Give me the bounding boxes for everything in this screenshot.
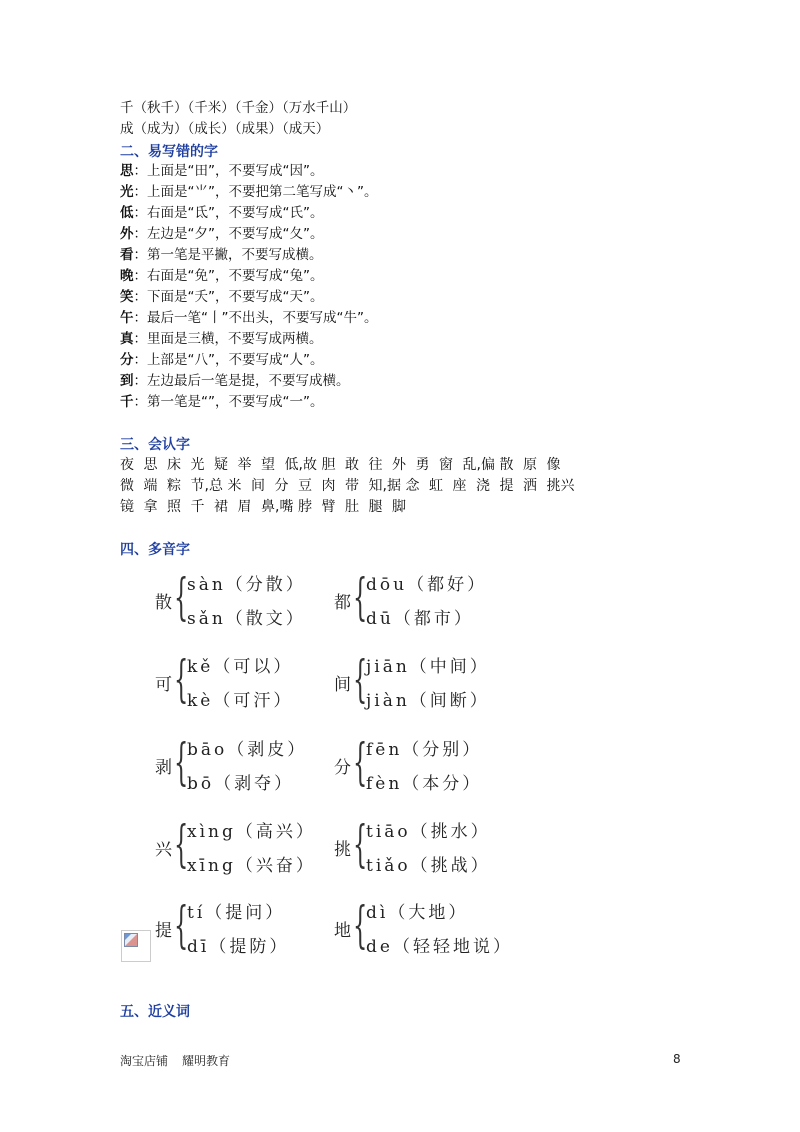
brace-glyph: { xyxy=(353,568,368,626)
broken-image-placeholder xyxy=(121,930,151,962)
char-cell: 裙 xyxy=(214,499,228,515)
error-char: 低 xyxy=(120,205,134,221)
error-char: 分 xyxy=(120,352,134,368)
reading: tiāo（挑水） xyxy=(366,822,491,842)
error-text: ：最后一笔“丨”不出头，不要写成“牛”。 xyxy=(133,310,378,326)
polyphone-char: 分 xyxy=(334,758,351,778)
char-cell: 念 xyxy=(405,478,420,494)
reading: bāo（剥皮） xyxy=(187,740,308,760)
words-line-2: 成（成为）（成长）（成果）（成天） xyxy=(120,121,330,137)
footer-brand: 耀明教育 xyxy=(182,1054,231,1068)
polyphone-char: 地 xyxy=(334,921,351,941)
section-3-heading: 三、会认字 xyxy=(120,437,190,453)
polyphone-char: 可 xyxy=(155,675,172,695)
recognize-chars-row xyxy=(120,455,570,476)
error-char: 到 xyxy=(120,373,134,389)
reading: de（轻轻地说） xyxy=(366,937,513,957)
error-char: 光 xyxy=(120,184,134,200)
brace-glyph: { xyxy=(353,896,368,954)
words-line-1: 千（秋千）（千米）（千金）（万水千山） xyxy=(120,100,357,116)
char-cell: 镜 xyxy=(120,499,134,515)
error-row xyxy=(120,287,323,307)
error-text: ：上面是“⺌”，不要把第二笔写成“丶”。 xyxy=(133,184,378,200)
char-cell: 拿 xyxy=(143,499,158,515)
error-char: 真 xyxy=(120,331,134,347)
char-cell: 洒 xyxy=(523,478,537,494)
error-char: 晚 xyxy=(120,268,134,284)
char-cell: 节,总 xyxy=(190,478,223,494)
reading: dū（都市） xyxy=(366,609,474,629)
error-text: ：第一笔是平撇，不要写成横。 xyxy=(133,247,323,263)
brace-glyph: { xyxy=(174,568,189,626)
char-cell: 脚 xyxy=(392,499,406,515)
char-cell: 疑 xyxy=(214,457,228,473)
error-row xyxy=(120,392,323,412)
page-number: 8 xyxy=(673,1052,681,1066)
error-char: 看 xyxy=(120,247,134,263)
error-row xyxy=(120,308,377,328)
char-cell: 臂 xyxy=(321,499,336,515)
char-cell: 座 xyxy=(452,478,467,494)
char-cell: 原 xyxy=(523,457,537,473)
error-row xyxy=(120,350,323,370)
char-cell: 床 xyxy=(167,457,181,473)
polyphone-char: 散 xyxy=(155,593,172,613)
polyphone-char: 挑 xyxy=(334,840,351,860)
char-cell: 思 xyxy=(143,457,158,473)
broken-image-icon xyxy=(124,933,138,947)
reading: tí（提问） xyxy=(187,903,286,923)
error-char: 笑 xyxy=(120,289,134,305)
reading: xīng（兴奋） xyxy=(187,856,316,876)
error-char: 思 xyxy=(120,163,134,179)
char-cell: 光 xyxy=(190,457,205,473)
brace-glyph: { xyxy=(174,896,189,954)
char-cell: 望 xyxy=(261,457,275,473)
section-2-heading: 二、易写错的字 xyxy=(120,144,218,160)
brace-glyph: { xyxy=(353,733,368,791)
char-cell: 知,据 xyxy=(368,478,401,494)
error-text: ：第一笔是“”，不要写成“一”。 xyxy=(133,394,324,410)
reading: dī（提防） xyxy=(187,937,290,957)
char-cell: 勇 xyxy=(415,457,430,473)
reading: kè（可汗） xyxy=(187,691,294,711)
reading: dōu（都好） xyxy=(366,575,488,595)
char-cell: 肚 xyxy=(345,499,359,515)
brace-glyph: { xyxy=(353,815,368,873)
error-text: ：里面是三横，不要写成两横。 xyxy=(133,331,323,347)
error-row xyxy=(120,224,323,244)
char-cell: 带 xyxy=(345,478,359,494)
reading: sàn（分散） xyxy=(187,575,306,595)
reading: fēn（分别） xyxy=(366,740,483,760)
char-cell: 夜 xyxy=(120,457,134,473)
char-cell: 脖 xyxy=(298,499,312,515)
error-char: 午 xyxy=(120,310,134,326)
reading: tiǎo（挑战） xyxy=(366,856,491,876)
footer-shop: 淘宝店铺 xyxy=(120,1054,169,1068)
polyphone-char: 间 xyxy=(334,675,351,695)
recognize-chars-row xyxy=(120,497,416,518)
char-cell: 端 xyxy=(143,478,158,494)
char-cell: 分 xyxy=(274,478,289,494)
reading: sǎn（散文） xyxy=(187,609,306,629)
char-cell: 像 xyxy=(546,457,561,473)
char-cell: 眉 xyxy=(237,499,252,515)
char-cell: 浇 xyxy=(476,478,490,494)
error-row xyxy=(120,203,323,223)
recognize-chars-row xyxy=(120,476,584,497)
reading: xìng（高兴） xyxy=(187,822,316,842)
char-cell: 举 xyxy=(237,457,252,473)
reading: kě（可以） xyxy=(187,657,294,677)
char-cell: 虹 xyxy=(429,478,443,494)
char-cell: 米 xyxy=(227,478,242,494)
error-char: 外 xyxy=(120,226,134,242)
char-cell: 粽 xyxy=(167,478,181,494)
polyphone-char: 都 xyxy=(334,593,351,613)
error-text: ：上面是“田”，不要写成“因”。 xyxy=(133,163,324,179)
error-text: ：右面是“免”，不要写成“兔”。 xyxy=(133,268,324,284)
error-char: 千 xyxy=(120,394,134,410)
error-text: ：左边最后一笔是提，不要写成横。 xyxy=(133,373,350,389)
char-cell: 照 xyxy=(167,499,181,515)
error-row xyxy=(120,245,323,265)
char-cell: 提 xyxy=(499,478,514,494)
char-cell: 鼻,嘴 xyxy=(261,499,294,515)
char-cell: 胆 xyxy=(321,457,336,473)
reading: jiān（中间） xyxy=(366,657,490,677)
error-text: ：右面是“氐”，不要写成“氏”。 xyxy=(133,205,324,221)
reading: jiàn（间断） xyxy=(366,691,490,711)
char-cell: 间 xyxy=(251,478,265,494)
error-text: ：左边是“夕”，不要写成“夂”。 xyxy=(133,226,324,242)
brace-glyph: { xyxy=(174,733,189,791)
error-row xyxy=(120,329,323,349)
error-row xyxy=(120,182,377,202)
section-5-heading: 五、近义词 xyxy=(120,1004,190,1020)
char-cell: 挑兴 xyxy=(546,478,575,494)
char-cell: 腿 xyxy=(368,499,383,515)
reading: fèn（本分） xyxy=(366,774,483,794)
char-cell: 散 xyxy=(499,457,514,473)
reading: bō（剥夺） xyxy=(187,774,295,794)
polyphone-char: 提 xyxy=(155,921,172,941)
brace-glyph: { xyxy=(174,650,189,708)
reading: dì（大地） xyxy=(366,903,469,923)
error-row xyxy=(120,161,323,181)
polyphone-char: 剥 xyxy=(155,758,172,778)
char-cell: 窗 xyxy=(439,457,453,473)
char-cell: 豆 xyxy=(298,478,312,494)
char-cell: 乱,偏 xyxy=(462,457,495,473)
brace-glyph: { xyxy=(353,650,368,708)
char-cell: 肉 xyxy=(321,478,336,494)
polyphone-char: 兴 xyxy=(155,840,172,860)
error-row xyxy=(120,266,323,286)
char-cell: 外 xyxy=(392,457,406,473)
char-cell: 敢 xyxy=(345,457,359,473)
error-text: ：上部是“八”，不要写成“人”。 xyxy=(133,352,324,368)
error-row xyxy=(120,371,350,391)
char-cell: 低,故 xyxy=(284,457,317,473)
brace-glyph: { xyxy=(174,815,189,873)
char-cell: 千 xyxy=(190,499,205,515)
char-cell: 往 xyxy=(368,457,383,473)
char-cell: 微 xyxy=(120,478,134,494)
error-text: ：下面是“夭”，不要写成“天”。 xyxy=(133,289,324,305)
section-4-heading: 四、多音字 xyxy=(120,542,190,558)
